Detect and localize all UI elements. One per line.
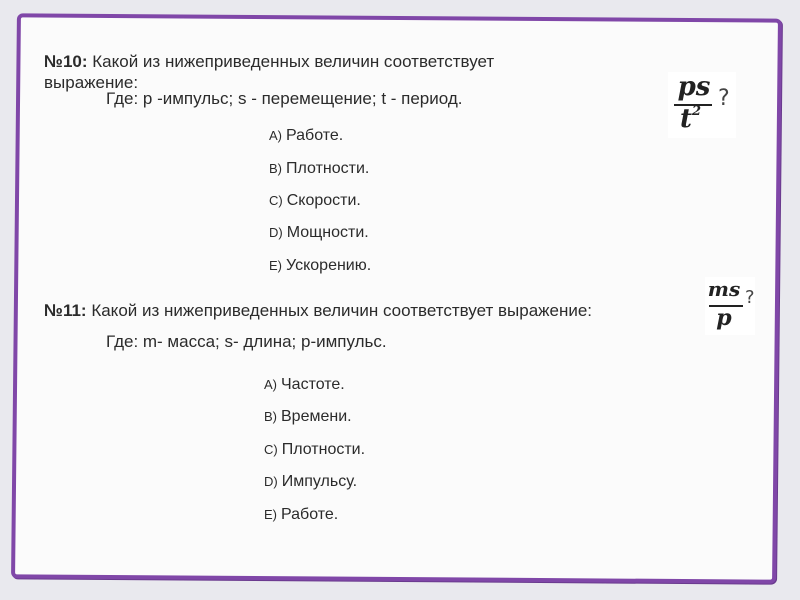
- q10-formula-exponent: 2: [692, 104, 702, 120]
- q10-number: №10:: [44, 52, 88, 71]
- q11-option-a: A) Частоте.: [264, 376, 345, 393]
- q10-question-line2: выражение:: [44, 73, 139, 92]
- q10-formula-denominator: $t^2$: [680, 104, 702, 134]
- q11-question: [44, 301, 592, 321]
- q11-option-d: D) Импульсу.: [264, 473, 358, 490]
- q11-number: №11:: [44, 301, 87, 320]
- q10-formula: [668, 72, 736, 138]
- q10-where: Где: p -импульс; s - перемещение; t - период.: [106, 89, 463, 108]
- q10-option-e: E) Ускорению.: [269, 257, 372, 274]
- q11-where: Где: m- масса; s- длина; p-импульс.: [106, 332, 387, 351]
- q10-question-line1: Какой из нижеприведенных величин соответствует: [92, 52, 495, 71]
- q10-option-c: C) Скорости.: [269, 192, 361, 209]
- q11-formula-numerator: ms: [707, 277, 741, 301]
- q11-question-mark: ?: [745, 287, 755, 308]
- q10-option-b: B) Плотности.: [269, 160, 370, 177]
- q11-option-c: C) Плотности.: [264, 441, 366, 458]
- q10-option-d: D) Мощности.: [269, 224, 369, 241]
- q10-question: [44, 52, 494, 72]
- q11-question-text: Какой из нижеприведенных величин соответствует выражение:: [91, 301, 593, 320]
- q11-formula-denominator: p: [716, 305, 732, 331]
- q10-option-a: A) Работе.: [269, 127, 344, 144]
- q10-formula-numerator: ps: [677, 72, 711, 102]
- q11-option-b: B) Времени.: [264, 408, 352, 425]
- q11-formula: [705, 277, 755, 335]
- q10-question-mark: ?: [718, 86, 730, 111]
- q11-option-e: E) Работе.: [264, 506, 339, 523]
